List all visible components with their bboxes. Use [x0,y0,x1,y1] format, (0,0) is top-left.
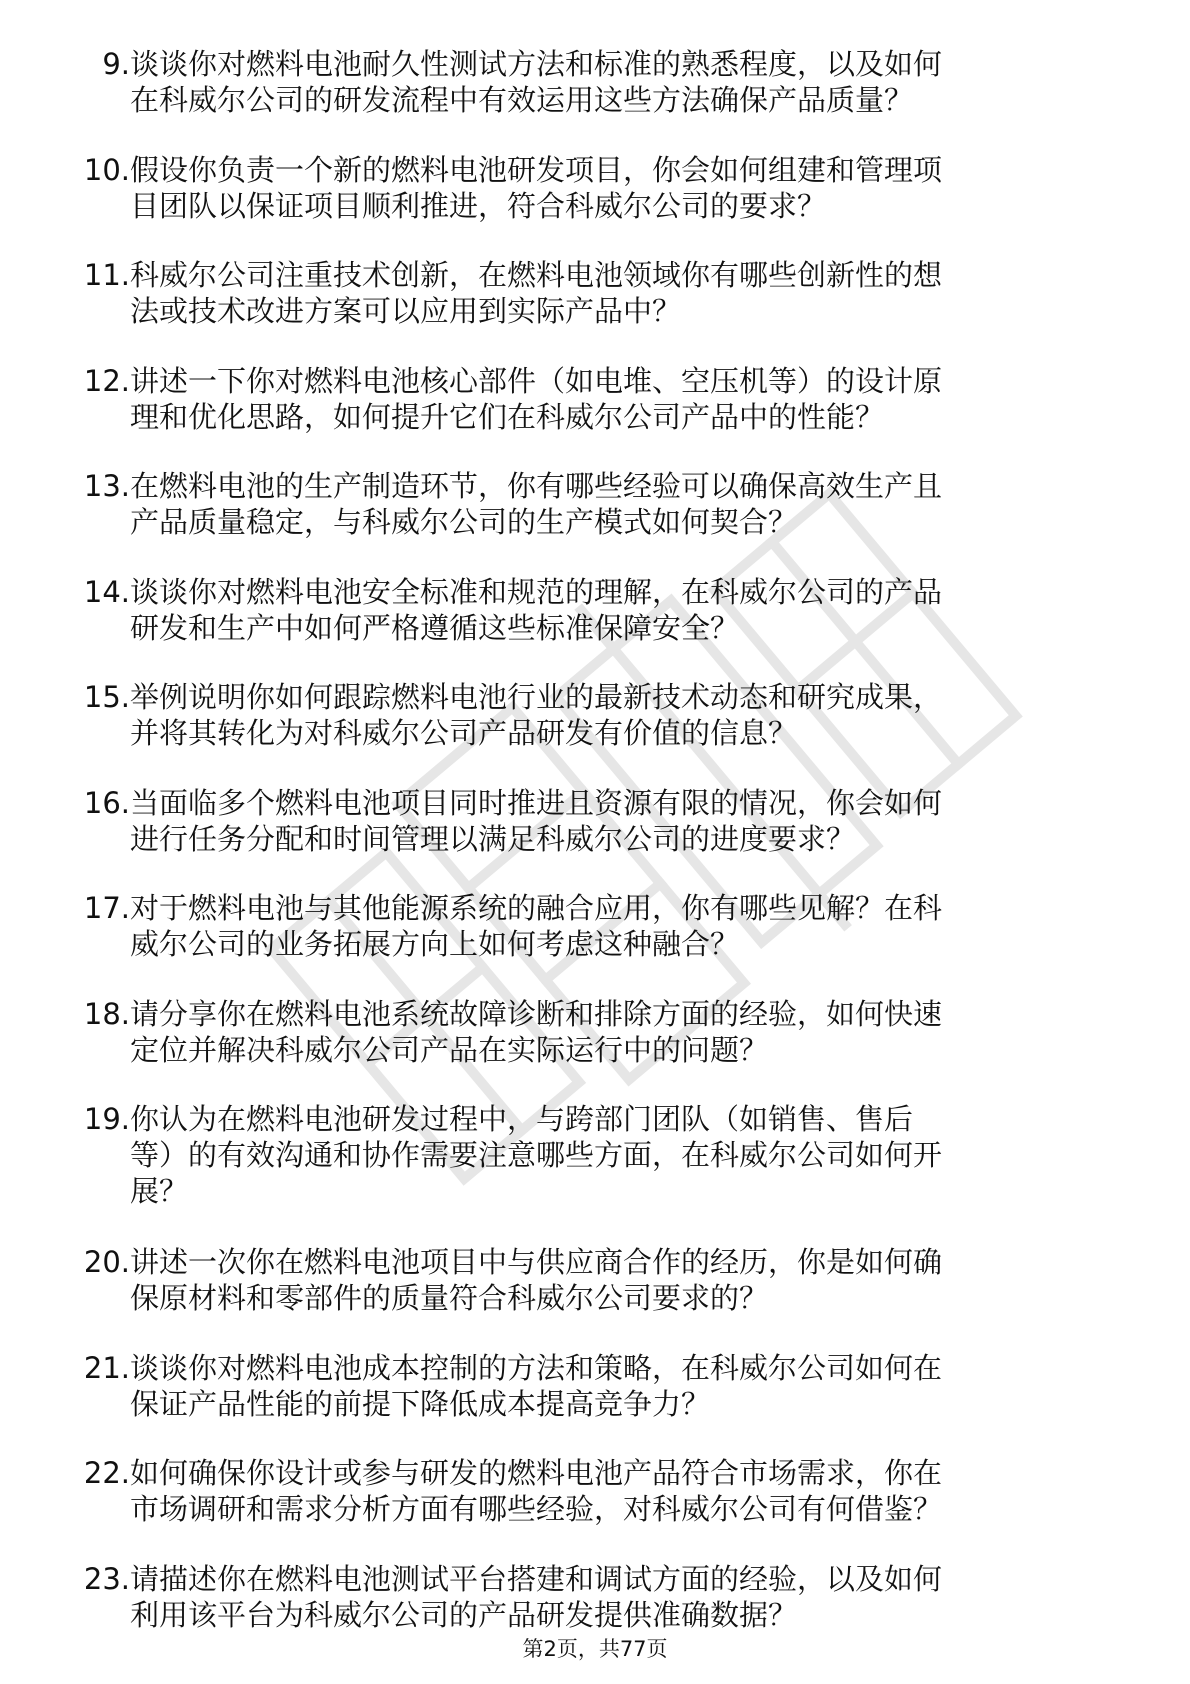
question-line: 谈谈你对燃料电池耐久性测试方法和标准的熟悉程度，以及如何 [130,47,943,81]
question-item [0,679,1190,785]
question-item [0,1244,1190,1350]
question-line: 科威尔公司注重技术创新，在燃料电池领域你有哪些创新性的想 [130,258,943,292]
question-line: 威尔公司的业务拓展方向上如何考虑这种融合？ [130,927,740,961]
question-line: 如何确保你设计或参与研发的燃料电池产品符合市场需求，你在 [130,1456,943,1490]
question-number: 12. [83,363,130,398]
question-item [0,46,1190,152]
question-line: 请描述你在燃料电池测试平台搭建和调试方面的经验，以及如何 [130,1561,943,1596]
question-item [0,1101,1190,1244]
question-line: 并将其转化为对科威尔公司产品研发有价值的信息？ [130,716,798,750]
question-number: 21. [83,1350,130,1385]
question-text [130,1101,1130,1209]
question-text [130,679,1130,751]
question-text [130,574,1130,646]
question-line: 保原材料和零部件的质量符合科威尔公司要求的？ [130,1281,769,1315]
question-line: 在科威尔公司的研发流程中有效运用这些方法确保产品质量？ [130,83,914,117]
question-text [130,468,1130,540]
question-line: 研发和生产中如何严格遵循这些标准保障安全？ [130,610,740,645]
question-text [130,785,1130,857]
question-text [130,46,1130,118]
question-number: 22. [83,1456,130,1490]
question-line: 保证产品性能的前提下降低成本提高竞争力？ [130,1386,711,1421]
question-number: 10. [83,152,130,187]
question-line: 等）的有效沟通和协作需要注意哪些方面，在科威尔公司如何开 [130,1138,943,1172]
question-text [130,890,1130,962]
question-text [130,257,1130,329]
question-item [0,363,1190,469]
question-text [130,1455,1130,1527]
question-line: 目团队以保证项目顺利推进，符合科威尔公司的要求？ [130,188,827,223]
question-line: 进行任务分配和时间管理以满足科威尔公司的进度要求？ [130,821,856,856]
question-text [130,1561,1130,1633]
question-number: 14. [83,574,130,609]
question-line: 理和优化思路，如何提升它们在科威尔公司产品中的性能？ [130,399,885,434]
question-number: 18. [83,996,130,1031]
question-line: 当面临多个燃料电池项目同时推进且资源有限的情况，你会如何 [130,785,943,820]
question-number: 23. [83,1561,130,1596]
question-item [0,996,1190,1102]
question-text [130,363,1130,435]
question-number: 15. [83,680,130,714]
question-line: 定位并解决科威尔公司产品在实际运行中的问题？ [130,1032,769,1067]
question-line: 举例说明你如何跟踪燃料电池行业的最新技术动态和研究成果， [130,680,943,714]
question-line: 市场调研和需求分析方面有哪些经验，对科威尔公司有何借鉴？ [130,1492,943,1526]
question-line: 展？ [130,1174,189,1208]
question-line: 谈谈你对燃料电池成本控制的方法和策略，在科威尔公司如何在 [130,1350,943,1385]
question-text [130,152,1130,224]
question-number: 17. [83,891,130,925]
question-line: 讲述一下你对燃料电池核心部件（如电堆、空压机等）的设计原 [130,363,943,398]
question-list [0,46,1190,1666]
question-line: 法或技术改进方案可以应用到实际产品中？ [130,294,682,328]
question-number: 13. [83,469,130,503]
question-line: 请分享你在燃料电池系统故障诊断和排除方面的经验，如何快速 [130,996,943,1031]
question-line: 谈谈你对燃料电池安全标准和规范的理解，在科威尔公司的产品 [130,574,943,609]
question-line: 讲述一次你在燃料电池项目中与供应商合作的经历，你是如何确 [130,1245,943,1279]
question-item [0,890,1190,996]
question-item [0,1350,1190,1456]
question-text [130,1244,1130,1316]
question-item [0,574,1190,680]
question-line: 利用该平台为科威尔公司的产品研发提供准确数据？ [130,1597,798,1632]
question-number: 11. [83,258,130,292]
question-line: 对于燃料电池与其他能源系统的融合应用，你有哪些见解？在科 [130,891,943,925]
question-item [0,257,1190,363]
question-line: 在燃料电池的生产制造环节，你有哪些经验可以确保高效生产且 [130,469,943,503]
question-item [0,1455,1190,1561]
question-item [0,785,1190,891]
question-number: 16. [83,785,130,820]
question-number: 20. [83,1245,130,1279]
question-number: 9. [102,47,130,81]
question-text [130,996,1130,1068]
question-number: 19. [83,1102,130,1136]
page-footer: 第2页，共77页 [522,1637,668,1661]
question-line: 产品质量稳定，与科威尔公司的生产模式如何契合？ [130,505,798,539]
question-item [0,152,1190,258]
question-line: 你认为在燃料电池研发过程中，与跨部门团队（如销售、售后 [130,1102,914,1136]
question-text [130,1350,1130,1422]
question-item [0,468,1190,574]
question-line: 假设你负责一个新的燃料电池研发项目，你会如何组建和管理项 [130,152,943,187]
